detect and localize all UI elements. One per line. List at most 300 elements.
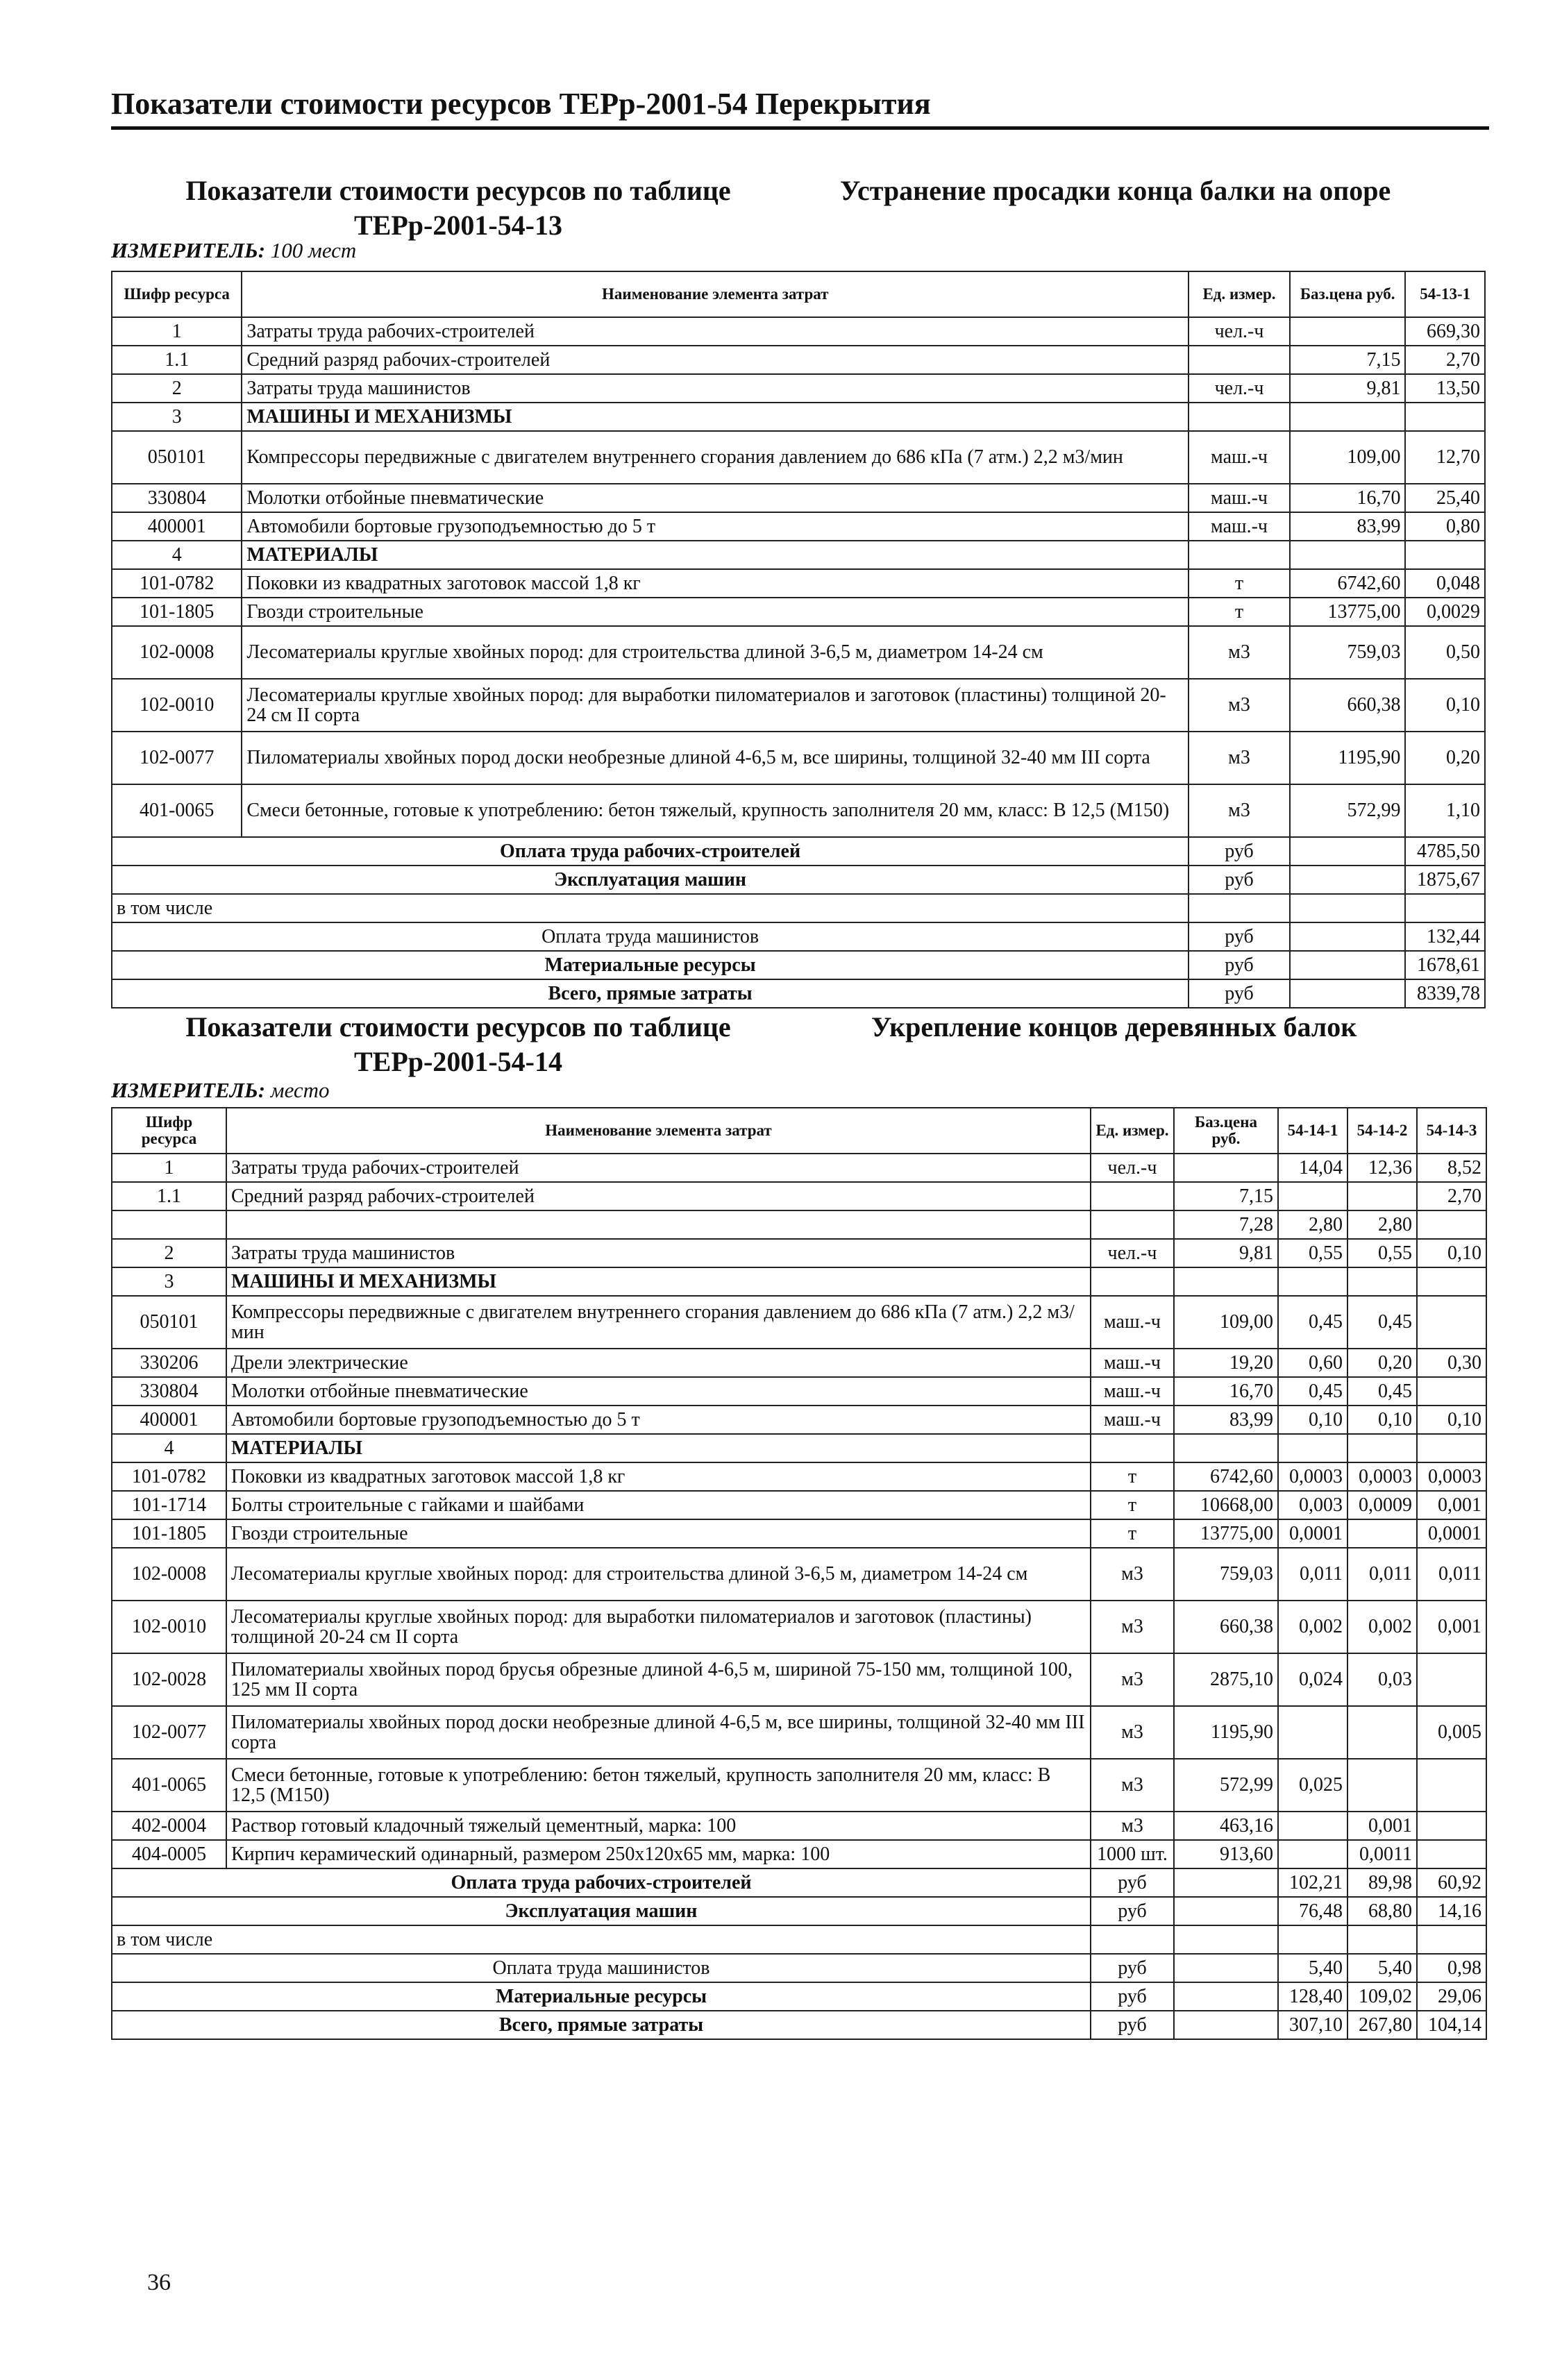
norm-value: 669,30 bbox=[1405, 317, 1485, 346]
base-price: 7,15 bbox=[1290, 346, 1406, 374]
summary-value: 267,80 bbox=[1347, 2011, 1417, 2039]
cost-element-name: Затраты труда машинистов bbox=[226, 1239, 1091, 1267]
norm-value: 25,40 bbox=[1405, 484, 1485, 512]
norm-value bbox=[1347, 1434, 1417, 1462]
unit bbox=[1091, 1434, 1174, 1462]
summary-row bbox=[112, 2011, 1486, 2039]
norm-value: 0,0011 bbox=[1347, 1840, 1417, 1868]
norm-value: 0,45 bbox=[1278, 1296, 1347, 1349]
unit: маш.-ч bbox=[1189, 431, 1290, 484]
column-header: Ед. измер. bbox=[1091, 1108, 1174, 1154]
norm-value bbox=[1417, 1653, 1486, 1706]
unit: маш.-ч bbox=[1091, 1296, 1174, 1349]
norm-value bbox=[1278, 1812, 1347, 1840]
summary-row bbox=[112, 1925, 1486, 1954]
base-price: 10668,00 bbox=[1174, 1491, 1278, 1519]
empty-cell bbox=[1174, 2011, 1278, 2039]
resource-code: 102-0008 bbox=[112, 626, 242, 679]
summary-label: Оплата труда рабочих-строителей bbox=[112, 1868, 1091, 1897]
unit: м3 bbox=[1091, 1759, 1174, 1812]
column-header: Наименование элемента затрат bbox=[242, 271, 1189, 317]
summary-value: 29,06 bbox=[1417, 1982, 1486, 2011]
cost-element-name: Компрессоры передвижные с двигателем внутреннего сгорания давлением до 686 кПа (7 атм.) 2,2 м3/мин bbox=[242, 431, 1189, 484]
norm-value: 0,10 bbox=[1417, 1239, 1486, 1267]
base-price bbox=[1290, 403, 1406, 431]
norm-value: 0,55 bbox=[1278, 1239, 1347, 1267]
table-row bbox=[112, 1491, 1486, 1519]
column-header: Шифр ресурса bbox=[112, 1108, 226, 1154]
column-header: 54-14-1 bbox=[1278, 1108, 1347, 1154]
base-price: 19,20 bbox=[1174, 1349, 1278, 1377]
base-price: 660,38 bbox=[1174, 1601, 1278, 1653]
table-row bbox=[112, 1434, 1486, 1462]
column-header: Ед. измер. bbox=[1189, 271, 1290, 317]
resource-table-54-14 bbox=[111, 1107, 1487, 2040]
resource-code: 101-1805 bbox=[112, 598, 242, 626]
norm-value: 0,002 bbox=[1347, 1601, 1417, 1653]
norm-value: 0,10 bbox=[1347, 1406, 1417, 1434]
resource-code: 101-1714 bbox=[112, 1491, 226, 1519]
norm-value: 1,10 bbox=[1405, 784, 1485, 837]
table-row bbox=[112, 1601, 1486, 1653]
norm-value bbox=[1405, 541, 1485, 569]
base-price: 913,60 bbox=[1174, 1840, 1278, 1868]
unit: 1000 шт. bbox=[1091, 1840, 1174, 1868]
cost-element-name: Гвозди строительные bbox=[226, 1519, 1091, 1548]
summary-label: Материальные ресурсы bbox=[112, 1982, 1091, 2011]
summary-value: 89,98 bbox=[1347, 1868, 1417, 1897]
base-price: 7,28 bbox=[1174, 1210, 1278, 1239]
empty-cell bbox=[1290, 866, 1406, 894]
cost-element-name: Автомобили бортовые грузоподъемностью до 5 т bbox=[226, 1406, 1091, 1434]
norm-value: 0,001 bbox=[1417, 1491, 1486, 1519]
resource-code: 101-0782 bbox=[112, 1462, 226, 1491]
table-row bbox=[112, 1706, 1486, 1759]
measure-label: ИЗМЕРИТЕЛЬ: bbox=[111, 238, 266, 262]
resource-code: 102-0010 bbox=[112, 1601, 226, 1653]
table-header-row bbox=[112, 1108, 1486, 1154]
summary-label: Материальные ресурсы bbox=[112, 951, 1189, 979]
unit bbox=[1091, 1210, 1174, 1239]
summary-row bbox=[112, 1982, 1486, 2011]
section2-title-left: Показатели стоимости ресурсов по таблице ТЕРр-2001-54-14 bbox=[185, 1011, 731, 1077]
unit bbox=[1091, 1267, 1174, 1296]
norm-value: 0,0003 bbox=[1417, 1462, 1486, 1491]
summary-unit bbox=[1091, 1925, 1174, 1954]
cost-element-name: Кирпич керамический одинарный, размером 250х120х65 мм, марка: 100 bbox=[226, 1840, 1091, 1868]
summary-row bbox=[112, 866, 1485, 894]
resource-code bbox=[112, 1210, 226, 1239]
table-row bbox=[112, 1239, 1486, 1267]
cost-element-name: МАТЕРИАЛЫ bbox=[242, 541, 1189, 569]
norm-value bbox=[1347, 1182, 1417, 1210]
unit: чел.-ч bbox=[1189, 317, 1290, 346]
summary-value: 60,92 bbox=[1417, 1868, 1486, 1897]
norm-value bbox=[1278, 1182, 1347, 1210]
unit: т bbox=[1091, 1491, 1174, 1519]
table-row bbox=[112, 1812, 1486, 1840]
table-row bbox=[112, 1296, 1486, 1349]
norm-value: 0,011 bbox=[1347, 1548, 1417, 1601]
norm-value: 0,0001 bbox=[1278, 1519, 1347, 1548]
unit: маш.-ч bbox=[1091, 1349, 1174, 1377]
resource-code: 050101 bbox=[112, 431, 242, 484]
summary-value: 132,44 bbox=[1405, 922, 1485, 951]
cost-element-name: Компрессоры передвижные с двигателем внутреннего сгорания давлением до 686 кПа (7 атм.) 2,2 м3/мин bbox=[226, 1296, 1091, 1349]
table-row bbox=[112, 1519, 1486, 1548]
table-row bbox=[112, 1759, 1486, 1812]
resource-code: 401-0065 bbox=[112, 784, 242, 837]
base-price bbox=[1174, 1267, 1278, 1296]
measure-value: 100 мест bbox=[270, 238, 357, 262]
base-price: 2875,10 bbox=[1174, 1653, 1278, 1706]
table-row bbox=[112, 431, 1485, 484]
cost-element-name: Затраты труда рабочих-строителей bbox=[226, 1154, 1091, 1182]
table-row bbox=[112, 1377, 1486, 1406]
table-row bbox=[112, 1406, 1486, 1434]
summary-row bbox=[112, 1868, 1486, 1897]
norm-value: 0,001 bbox=[1347, 1812, 1417, 1840]
summary-label: в том числе bbox=[112, 894, 1189, 922]
norm-value: 0,048 bbox=[1405, 569, 1485, 598]
unit: т bbox=[1091, 1462, 1174, 1491]
norm-value: 0,45 bbox=[1347, 1296, 1417, 1349]
norm-value: 0,45 bbox=[1278, 1377, 1347, 1406]
cost-element-name: Затраты труда машинистов bbox=[242, 374, 1189, 403]
column-header: Баз.цена руб. bbox=[1290, 271, 1406, 317]
unit: м3 bbox=[1091, 1812, 1174, 1840]
section1-title-right: Устранение просадки конца балки на опоре bbox=[840, 175, 1391, 206]
norm-value bbox=[1278, 1434, 1347, 1462]
table-row bbox=[112, 1548, 1486, 1601]
base-price: 109,00 bbox=[1174, 1296, 1278, 1349]
norm-value: 12,70 bbox=[1405, 431, 1485, 484]
norm-value bbox=[1347, 1706, 1417, 1759]
unit bbox=[1091, 1182, 1174, 1210]
cost-element-name: Затраты труда рабочих-строителей bbox=[242, 317, 1189, 346]
cost-element-name: Поковки из квадратных заготовок массой 1,8 кг bbox=[242, 569, 1189, 598]
norm-value: 0,011 bbox=[1417, 1548, 1486, 1601]
summary-label: в том числе bbox=[112, 1925, 1091, 1954]
base-price bbox=[1174, 1434, 1278, 1462]
norm-value: 12,36 bbox=[1347, 1154, 1417, 1182]
unit: т bbox=[1091, 1519, 1174, 1548]
empty-cell bbox=[1174, 1897, 1278, 1925]
column-header: 54-13-1 bbox=[1405, 271, 1485, 317]
cost-element-name: Поковки из квадратных заготовок массой 1,8 кг bbox=[226, 1462, 1091, 1491]
section2-measure bbox=[111, 1078, 330, 1103]
norm-value bbox=[1417, 1434, 1486, 1462]
base-price bbox=[1174, 1154, 1278, 1182]
norm-value: 0,002 bbox=[1278, 1601, 1347, 1653]
summary-value: 1875,67 bbox=[1405, 866, 1485, 894]
empty-cell bbox=[1290, 894, 1406, 922]
cost-element-name: Лесоматериалы круглые хвойных пород: для выработки пиломатериалов и заготовок (пластины) толщиной 20-24 см II сорта bbox=[226, 1601, 1091, 1653]
empty-cell bbox=[1290, 837, 1406, 866]
base-price: 6742,60 bbox=[1290, 569, 1406, 598]
base-price: 83,99 bbox=[1174, 1406, 1278, 1434]
cost-element-name: Раствор готовый кладочный тяжелый цементный, марка: 100 bbox=[226, 1812, 1091, 1840]
measure-label: ИЗМЕРИТЕЛЬ: bbox=[111, 1078, 266, 1102]
section1-title-left: Показатели стоимости ресурсов по таблице ТЕРр-2001-54-13 bbox=[185, 175, 731, 241]
table-row bbox=[112, 1182, 1486, 1210]
norm-value: 0,20 bbox=[1405, 732, 1485, 784]
table-row bbox=[112, 484, 1485, 512]
norm-value bbox=[1417, 1267, 1486, 1296]
cost-element-name: Молотки отбойные пневматические bbox=[226, 1377, 1091, 1406]
resource-code: 1.1 bbox=[112, 1182, 226, 1210]
summary-value: 0,98 bbox=[1417, 1954, 1486, 1982]
cost-element-name: Средний разряд рабочих-строителей bbox=[226, 1182, 1091, 1210]
norm-value: 0,55 bbox=[1347, 1239, 1417, 1267]
unit: м3 bbox=[1189, 784, 1290, 837]
resource-code: 401-0065 bbox=[112, 1759, 226, 1812]
unit: т bbox=[1189, 598, 1290, 626]
summary-row bbox=[112, 951, 1485, 979]
summary-row bbox=[112, 837, 1485, 866]
summary-unit: руб bbox=[1091, 1954, 1174, 1982]
norm-value bbox=[1417, 1840, 1486, 1868]
base-price: 6742,60 bbox=[1174, 1462, 1278, 1491]
norm-value: 0,011 bbox=[1278, 1548, 1347, 1601]
norm-value: 0,03 bbox=[1347, 1653, 1417, 1706]
norm-value bbox=[1417, 1812, 1486, 1840]
table-row bbox=[112, 1267, 1486, 1296]
norm-value bbox=[1417, 1296, 1486, 1349]
cost-element-name: Болты строительные с гайками и шайбами bbox=[226, 1491, 1091, 1519]
summary-unit: руб bbox=[1189, 979, 1290, 1008]
summary-value: 1678,61 bbox=[1405, 951, 1485, 979]
unit: т bbox=[1189, 569, 1290, 598]
norm-value bbox=[1278, 1706, 1347, 1759]
summary-value: 102,21 bbox=[1278, 1868, 1347, 1897]
unit: м3 bbox=[1189, 626, 1290, 679]
norm-value: 0,10 bbox=[1405, 679, 1485, 732]
summary-label: Оплата труда машинистов bbox=[112, 1954, 1091, 1982]
summary-label: Эксплуатация машин bbox=[112, 866, 1189, 894]
section2-title-right: Укрепление концов деревянных балок bbox=[871, 1011, 1357, 1043]
resource-code: 050101 bbox=[112, 1296, 226, 1349]
summary-value: 307,10 bbox=[1278, 2011, 1347, 2039]
norm-value: 0,20 bbox=[1347, 1349, 1417, 1377]
base-price: 83,99 bbox=[1290, 512, 1406, 541]
cost-element-name: Молотки отбойные пневматические bbox=[242, 484, 1189, 512]
base-price: 7,15 bbox=[1174, 1182, 1278, 1210]
base-price bbox=[1290, 317, 1406, 346]
resource-code: 101-0782 bbox=[112, 569, 242, 598]
base-price: 660,38 bbox=[1290, 679, 1406, 732]
norm-value: 0,60 bbox=[1278, 1349, 1347, 1377]
unit: чел.-ч bbox=[1091, 1154, 1174, 1182]
base-price: 13775,00 bbox=[1174, 1519, 1278, 1548]
cost-element-name: Средний разряд рабочих-строителей bbox=[242, 346, 1189, 374]
summary-unit: руб bbox=[1189, 866, 1290, 894]
table-row bbox=[112, 626, 1485, 679]
header-rule bbox=[111, 126, 1489, 130]
norm-value bbox=[1405, 403, 1485, 431]
cost-element-name: МАШИНЫ И МЕХАНИЗМЫ bbox=[242, 403, 1189, 431]
cost-element-name: МАШИНЫ И МЕХАНИЗМЫ bbox=[226, 1267, 1091, 1296]
summary-label: Оплата труда машинистов bbox=[112, 922, 1189, 951]
column-header: Шифр ресурса bbox=[112, 271, 242, 317]
resource-code: 330206 bbox=[112, 1349, 226, 1377]
table-row bbox=[112, 679, 1485, 732]
norm-value: 0,005 bbox=[1417, 1706, 1486, 1759]
resource-code: 102-0077 bbox=[112, 1706, 226, 1759]
summary-unit: руб bbox=[1091, 1868, 1174, 1897]
resource-code: 3 bbox=[112, 403, 242, 431]
table-row bbox=[112, 598, 1485, 626]
resource-code: 400001 bbox=[112, 512, 242, 541]
measure-value: место bbox=[270, 1078, 330, 1102]
summary-row bbox=[112, 1897, 1486, 1925]
norm-value bbox=[1278, 1267, 1347, 1296]
unit: чел.-ч bbox=[1091, 1239, 1174, 1267]
table-row bbox=[112, 1840, 1486, 1868]
resource-code: 330804 bbox=[112, 1377, 226, 1406]
summary-unit bbox=[1189, 894, 1290, 922]
norm-value bbox=[1417, 1377, 1486, 1406]
norm-value: 0,0001 bbox=[1417, 1519, 1486, 1548]
norm-value bbox=[1417, 1210, 1486, 1239]
empty-cell bbox=[1290, 922, 1406, 951]
summary-value bbox=[1347, 1925, 1417, 1954]
resource-table-54-13 bbox=[111, 271, 1486, 1008]
norm-value bbox=[1347, 1759, 1417, 1812]
norm-value bbox=[1417, 1759, 1486, 1812]
table-row bbox=[112, 1349, 1486, 1377]
norm-value: 0,0003 bbox=[1347, 1462, 1417, 1491]
cost-element-name: Автомобили бортовые грузоподъемностью до 5 т bbox=[242, 512, 1189, 541]
empty-cell bbox=[1174, 1868, 1278, 1897]
unit: м3 bbox=[1189, 732, 1290, 784]
summary-value bbox=[1278, 1925, 1347, 1954]
norm-value: 0,0029 bbox=[1405, 598, 1485, 626]
resource-code: 402-0004 bbox=[112, 1812, 226, 1840]
table-row bbox=[112, 346, 1485, 374]
section1-measure bbox=[111, 238, 356, 263]
resource-code: 102-0028 bbox=[112, 1653, 226, 1706]
resource-code: 4 bbox=[112, 1434, 226, 1462]
resource-code: 102-0008 bbox=[112, 1548, 226, 1601]
norm-value: 13,50 bbox=[1405, 374, 1485, 403]
summary-row bbox=[112, 979, 1485, 1008]
column-header: Баз.цена руб. bbox=[1174, 1108, 1278, 1154]
table-row bbox=[112, 541, 1485, 569]
table-header-row bbox=[112, 271, 1485, 317]
empty-cell bbox=[1290, 979, 1406, 1008]
cost-element-name: Лесоматериалы круглые хвойных пород: для строительства длиной 3-6,5 м, диаметром 14-24 см bbox=[242, 626, 1189, 679]
empty-cell bbox=[1174, 1925, 1278, 1954]
summary-unit: руб bbox=[1091, 1982, 1174, 2011]
table-row bbox=[112, 732, 1485, 784]
norm-value: 0,0003 bbox=[1278, 1462, 1347, 1491]
unit: м3 bbox=[1091, 1601, 1174, 1653]
norm-value bbox=[1278, 1840, 1347, 1868]
summary-label: Всего, прямые затраты bbox=[112, 979, 1189, 1008]
base-price: 16,70 bbox=[1290, 484, 1406, 512]
base-price bbox=[1290, 541, 1406, 569]
base-price: 9,81 bbox=[1174, 1239, 1278, 1267]
cost-element-name: Лесоматериалы круглые хвойных пород: для выработки пиломатериалов и заготовок (пластины) толщиной 20-24 см II сорта bbox=[242, 679, 1189, 732]
page-number: 36 bbox=[147, 2270, 171, 2295]
norm-value: 0,10 bbox=[1417, 1406, 1486, 1434]
summary-value: 5,40 bbox=[1347, 1954, 1417, 1982]
unit: маш.-ч bbox=[1091, 1377, 1174, 1406]
resource-code: 330804 bbox=[112, 484, 242, 512]
summary-row bbox=[112, 1954, 1486, 1982]
norm-value: 8,52 bbox=[1417, 1154, 1486, 1182]
resource-code: 2 bbox=[112, 374, 242, 403]
cost-element-name bbox=[226, 1210, 1091, 1239]
base-price: 1195,90 bbox=[1290, 732, 1406, 784]
summary-label: Эксплуатация машин bbox=[112, 1897, 1091, 1925]
summary-row bbox=[112, 922, 1485, 951]
cost-element-name: Пиломатериалы хвойных пород доски необрезные длиной 4-6,5 м, все ширины, толщиной 32-40 мм III сорта bbox=[226, 1706, 1091, 1759]
norm-value: 0,024 bbox=[1278, 1653, 1347, 1706]
table-row bbox=[112, 1462, 1486, 1491]
unit bbox=[1189, 403, 1290, 431]
unit bbox=[1189, 541, 1290, 569]
norm-value: 0,001 bbox=[1417, 1601, 1486, 1653]
table-row bbox=[112, 1210, 1486, 1239]
empty-cell bbox=[1290, 951, 1406, 979]
resource-code: 102-0010 bbox=[112, 679, 242, 732]
norm-value: 2,80 bbox=[1278, 1210, 1347, 1239]
resource-code: 400001 bbox=[112, 1406, 226, 1434]
cost-element-name: Смеси бетонные, готовые к употреблению: бетон тяжелый, крупность заполнителя 20 мм, класс: В 12,5 (М150) bbox=[226, 1759, 1091, 1812]
summary-unit: руб bbox=[1189, 951, 1290, 979]
summary-value: 109,02 bbox=[1347, 1982, 1417, 2011]
cost-element-name: Дрели электрические bbox=[226, 1349, 1091, 1377]
norm-value: 14,04 bbox=[1278, 1154, 1347, 1182]
norm-value: 2,70 bbox=[1405, 346, 1485, 374]
resource-code: 1.1 bbox=[112, 346, 242, 374]
norm-value: 0,80 bbox=[1405, 512, 1485, 541]
summary-unit: руб bbox=[1189, 922, 1290, 951]
summary-value: 68,80 bbox=[1347, 1897, 1417, 1925]
base-price: 759,03 bbox=[1290, 626, 1406, 679]
cost-element-name: Смеси бетонные, готовые к употреблению: бетон тяжелый, крупность заполнителя 20 мм, класс: В 12,5 (М150) bbox=[242, 784, 1189, 837]
summary-value: 14,16 bbox=[1417, 1897, 1486, 1925]
resource-code: 102-0077 bbox=[112, 732, 242, 784]
base-price: 13775,00 bbox=[1290, 598, 1406, 626]
column-header: 54-14-2 bbox=[1347, 1108, 1417, 1154]
table-row bbox=[112, 1653, 1486, 1706]
summary-value: 5,40 bbox=[1278, 1954, 1347, 1982]
norm-value: 2,70 bbox=[1417, 1182, 1486, 1210]
summary-label: Всего, прямые затраты bbox=[112, 2011, 1091, 2039]
norm-value: 0,025 bbox=[1278, 1759, 1347, 1812]
base-price: 759,03 bbox=[1174, 1548, 1278, 1601]
resource-code: 4 bbox=[112, 541, 242, 569]
summary-unit: руб bbox=[1091, 1897, 1174, 1925]
unit: маш.-ч bbox=[1189, 512, 1290, 541]
summary-value bbox=[1417, 1925, 1486, 1954]
base-price: 9,81 bbox=[1290, 374, 1406, 403]
summary-value: 76,48 bbox=[1278, 1897, 1347, 1925]
summary-value: 8339,78 bbox=[1405, 979, 1485, 1008]
summary-unit: руб bbox=[1189, 837, 1290, 866]
unit bbox=[1189, 346, 1290, 374]
norm-value: 0,50 bbox=[1405, 626, 1485, 679]
norm-value: 0,30 bbox=[1417, 1349, 1486, 1377]
norm-value: 0,003 bbox=[1278, 1491, 1347, 1519]
summary-value: 4785,50 bbox=[1405, 837, 1485, 866]
table-row bbox=[112, 512, 1485, 541]
base-price: 572,99 bbox=[1290, 784, 1406, 837]
base-price: 1195,90 bbox=[1174, 1706, 1278, 1759]
